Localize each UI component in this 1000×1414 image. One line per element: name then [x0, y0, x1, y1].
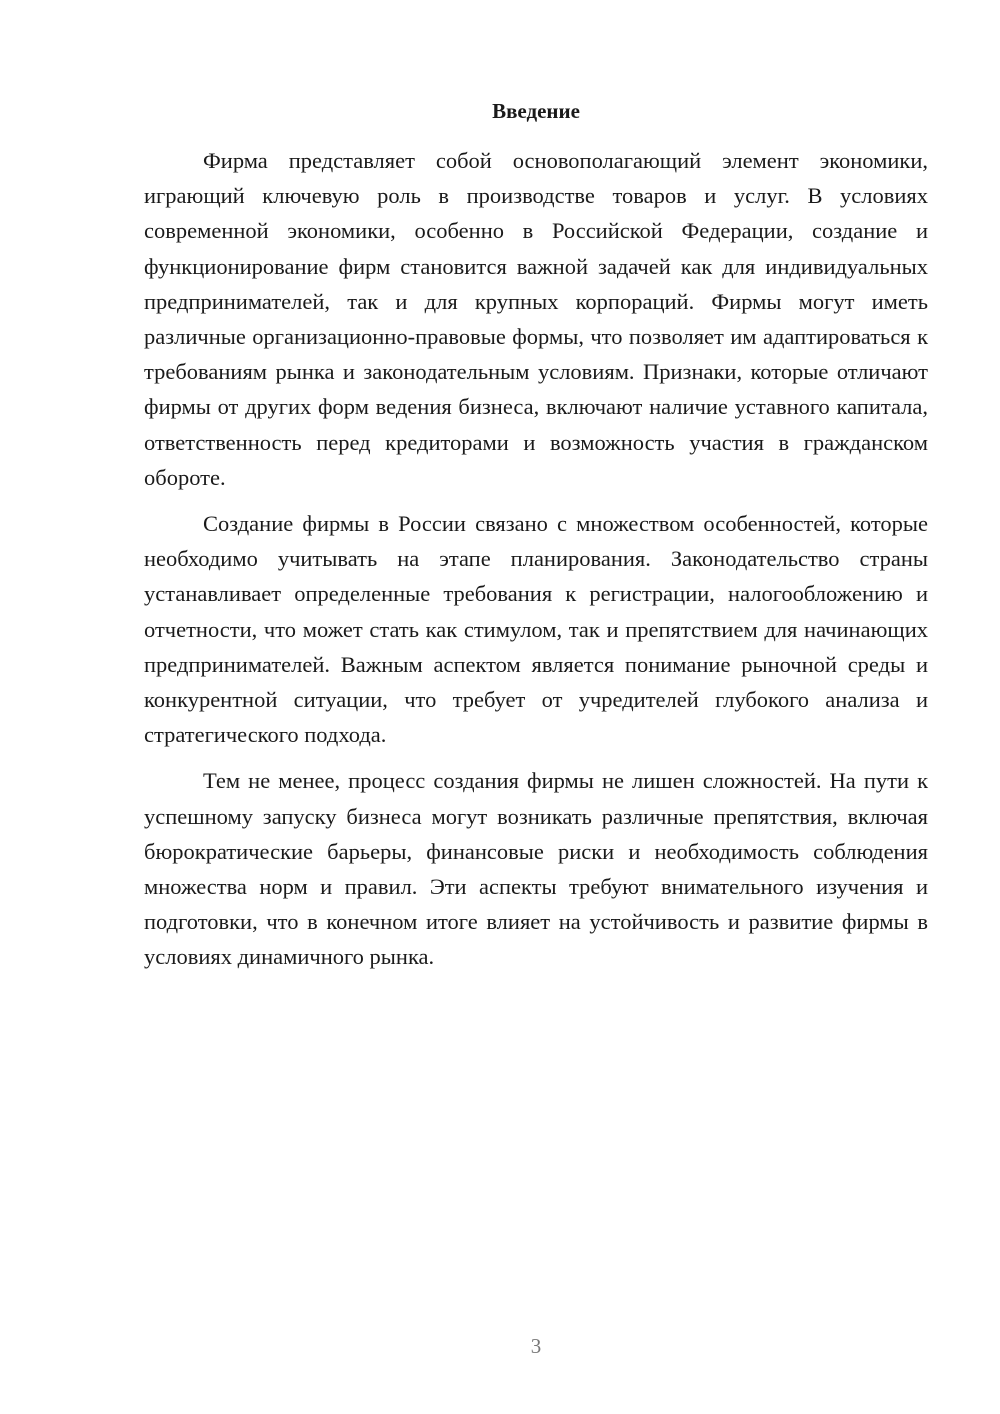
paragraph-2: Создание фирмы в России связано с множеством особенностей, которые необходимо учитывать на этапе планирования. Законодательство страны устанавливает определенные требования к регистрации, налогообложению и отчетности, что может стать как стимулом, так и препятствием для начинающих предпринимателей. Важным аспектом является понимание рыночной среды и конкурентной ситуации, что требует от учредителей глубокого анализа и стратегического подхода.	[144, 511, 928, 748]
paragraph-1: Фирма представляет собой основополагающий элемент экономики, играющий ключевую роль в производстве товаров и услуг. В условиях современной экономики, особенно в Российской Федерации, создание и функционирование фирм становится важной задачей как для индивидуальных предпринимателей, так и для крупных корпораций. Фирмы могут иметь различные организационно-правовые формы, что позволяет им адаптироваться к требованиям рынка и законодательным условиям. Признаки, которые отличают фирмы от других форм ведения бизнеса, включают наличие уставного капитала, ответственность перед кредиторами и возможность участия в гражданском обороте.	[144, 148, 928, 490]
page-title: Введение	[492, 99, 580, 123]
document-body	[144, 143, 928, 975]
paragraph-3: Тем не менее, процесс создания фирмы не лишен сложностей. На пути к успешному запуску бизнеса могут возникать различные препятствия, включая бюрократические барьеры, финансовые риски и необходимость соблюдения множества норм и правил. Эти аспекты требуют внимательного изучения и подготовки, что в конечном итоге влияет на устойчивость и развитие фирмы в условиях динамичного рынка.	[144, 768, 928, 970]
page-number: 3	[530, 1334, 542, 1358]
